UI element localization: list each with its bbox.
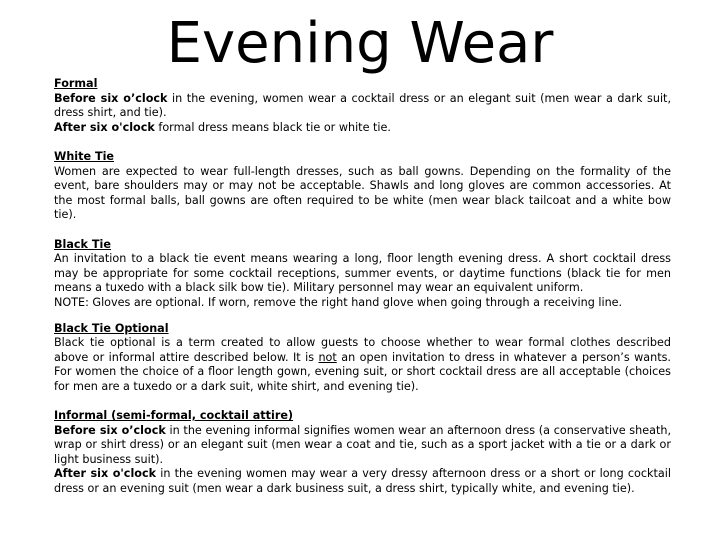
slide-body [54, 77, 671, 497]
formal-before-six [54, 92, 671, 121]
body-text: formal dress means black tie or white tie. [154, 120, 391, 134]
informal-heading [54, 409, 671, 424]
section-heading: Informal (semi-formal, cocktail attire) [54, 409, 294, 423]
slide-title: Evening Wear [166, 11, 554, 76]
black-tie-text: An invitation to a black tie event means wearing a long, floor length evening dress. A short cocktail dress may be appropriate for some cocktail receptions, summer events, or daytime functions (black tie for men means a tuxedo with a black silk bow tie). Military personnel may wear an equivalent uniform. [54, 252, 671, 295]
section-heading: Black Tie [54, 237, 111, 251]
body-text: an open invitation to dress in whatever a person’s wants. For women the choice of a floor length gown, evening suit, or short cocktail dress are all acceptable (choices for men are a tuxedo or a dark suit, white shirt, and evening tie). [54, 350, 671, 393]
body-text: in the evening women may wear a very dressy afternoon dress or a short or long cocktail dress or an evening suit (men wear a dark business suit, a dress shirt, typically white, and evening tie). [54, 467, 671, 496]
black-tie-optional-heading [54, 322, 671, 337]
black-tie-note: NOTE: Gloves are optional. If worn, remove the right hand glove when going through a receiving line. [54, 295, 623, 309]
black-tie-optional-text [54, 336, 671, 394]
body-text: in the evening informal signifies women wear an afternoon dress (a conservative sheath, wrap or shirt dress) or an elegant suit (men wear a coat and tie, such as a sport jacket with a tie or a dark or light business suit). [54, 423, 672, 466]
lead-text: After six o'clock [54, 120, 155, 134]
spacer [54, 223, 671, 238]
spacer [54, 135, 671, 150]
spacer [54, 394, 671, 409]
lead-text: After six o'clock [54, 467, 157, 481]
white-tie-heading [54, 150, 671, 165]
section-heading: Formal [54, 77, 98, 90]
emphasis-text: not [318, 350, 337, 364]
spacer [54, 311, 671, 322]
lead-text: Before six o’clock [54, 91, 168, 105]
white-tie-text: Women are expected to wear full-length dresses, such as ball gowns. Depending on the formality of the event, bare shoulders may or may not be acceptable. Shawls and long gloves are common accessories. At the most formal balls, ball gowns are often required to be white (men wear black tailcoat and a white bow tie). [54, 164, 671, 222]
lead-text: Before six o’clock [54, 423, 166, 437]
informal-after-six [54, 467, 671, 496]
section-heading: White Tie [54, 149, 115, 163]
body-text: Black tie optional is a term created to allow guests to choose whether to wear formal clothes described above or informal attire described below. It is [54, 336, 671, 364]
informal-before-six [54, 424, 671, 468]
formal-after-six [54, 121, 671, 136]
body-text: in the evening, women wear a cocktail dress or an elegant suit (men wear a dark suit, dress shirt, and tie). [54, 91, 671, 120]
formal-heading [54, 77, 671, 92]
black-tie-heading [54, 238, 671, 253]
section-heading: Black Tie Optional [54, 321, 169, 335]
